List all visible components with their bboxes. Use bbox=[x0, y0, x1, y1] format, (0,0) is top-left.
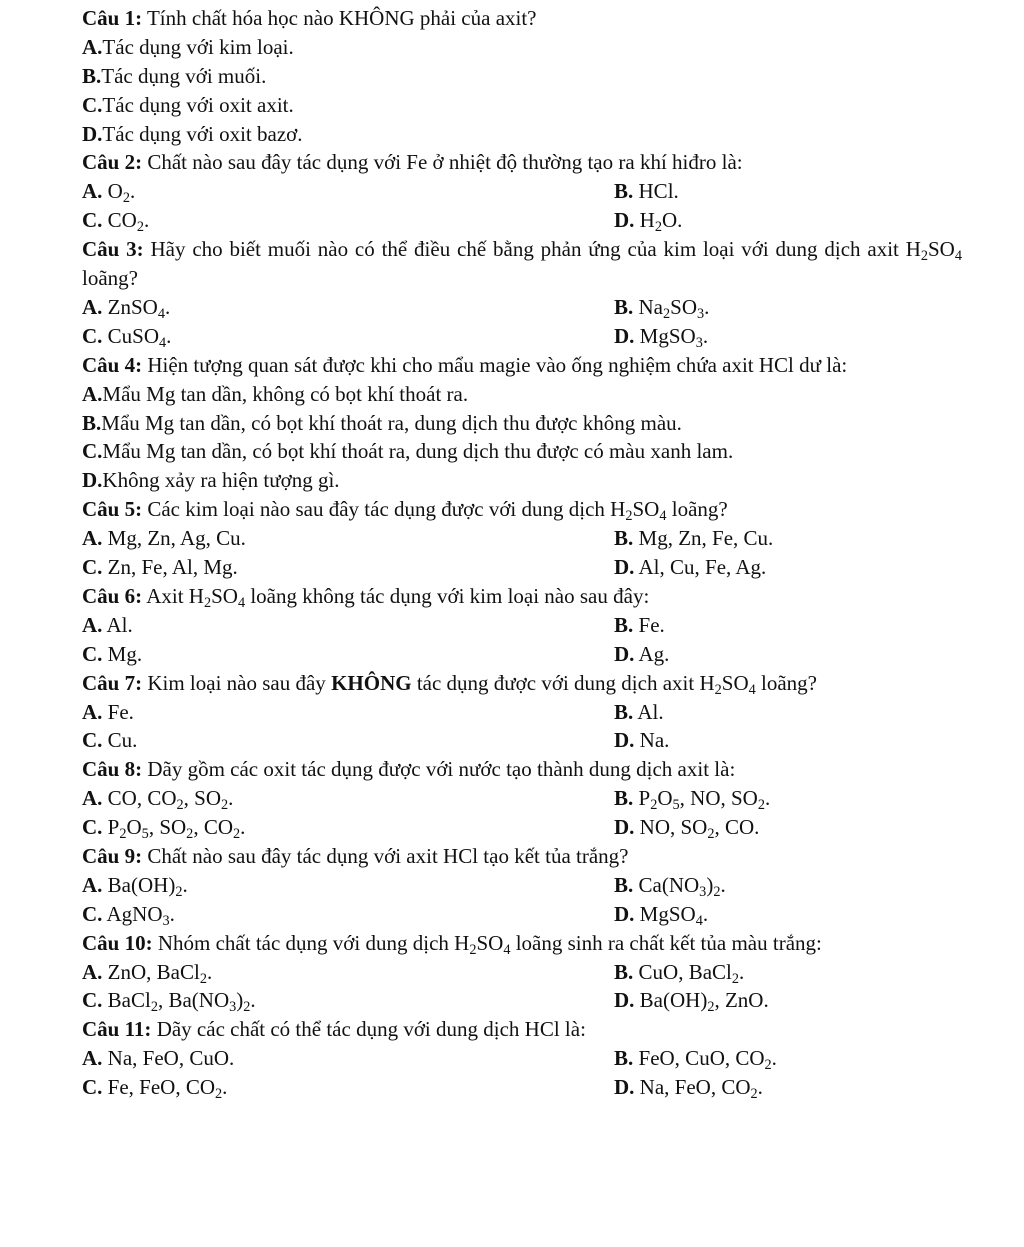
question-block bbox=[82, 582, 962, 669]
option-row bbox=[82, 33, 962, 62]
option-letter: C. bbox=[82, 439, 103, 464]
answer-option[interactable] bbox=[82, 784, 614, 813]
question-block bbox=[82, 351, 962, 495]
option-text: FeO, CuO, $CO_2$. bbox=[638, 1046, 777, 1074]
answer-option[interactable] bbox=[82, 524, 614, 553]
question-text bbox=[82, 235, 962, 293]
question-block bbox=[82, 842, 962, 929]
option-text: $H_2O$. bbox=[639, 208, 683, 236]
answer-option[interactable] bbox=[82, 206, 614, 235]
question-text bbox=[82, 495, 962, 524]
option-row bbox=[82, 726, 962, 755]
answer-option[interactable] bbox=[614, 698, 664, 727]
option-row bbox=[82, 640, 962, 669]
option-letter: D. bbox=[614, 901, 635, 926]
answer-option[interactable] bbox=[614, 206, 682, 235]
answer-option[interactable] bbox=[614, 611, 665, 640]
answer-option[interactable] bbox=[614, 871, 726, 900]
option-letter: C. bbox=[82, 988, 103, 1013]
question-label: Câu 10: bbox=[82, 930, 153, 955]
answer-option[interactable] bbox=[614, 986, 769, 1015]
option-text: Fe. bbox=[638, 612, 665, 637]
answer-option[interactable] bbox=[614, 1044, 777, 1073]
option-text: Mg, Zn, Ag, Cu. bbox=[107, 526, 246, 551]
option-row bbox=[82, 553, 962, 582]
option-letter: A. bbox=[82, 612, 103, 637]
answer-option[interactable] bbox=[614, 784, 770, 813]
option-text: $Ca(NO_3)_2$. bbox=[638, 872, 726, 900]
answer-option[interactable] bbox=[82, 62, 962, 91]
option-text: Na, FeO, $CO_2$. bbox=[639, 1075, 763, 1103]
answer-option[interactable] bbox=[82, 437, 962, 466]
answer-option[interactable] bbox=[82, 900, 614, 929]
answer-option[interactable] bbox=[614, 177, 679, 206]
answer-option[interactable] bbox=[614, 1073, 763, 1102]
worksheet bbox=[82, 4, 962, 1102]
answer-option[interactable] bbox=[614, 553, 766, 582]
answer-option[interactable] bbox=[82, 293, 614, 322]
option-text: $Na_2SO_3$. bbox=[638, 294, 710, 322]
option-text: Mẩu Mg tan dần, có bọt khí thoát ra, dung dịch thu được không màu. bbox=[101, 410, 682, 435]
option-letter: C. bbox=[82, 901, 103, 926]
question-label: Câu 11: bbox=[82, 1017, 152, 1042]
option-text: $P_2O_5$, NO, $SO_2$. bbox=[638, 786, 771, 814]
option-letter: C. bbox=[82, 1075, 103, 1100]
option-text: Tác dụng với oxit bazơ. bbox=[102, 121, 303, 146]
option-row bbox=[82, 62, 962, 91]
answer-option[interactable] bbox=[82, 986, 614, 1015]
option-text: ZnSO$_4$. bbox=[107, 294, 171, 322]
option-letter: B. bbox=[614, 959, 634, 984]
question-text bbox=[82, 582, 962, 611]
option-letter: B. bbox=[614, 786, 634, 811]
option-row bbox=[82, 986, 962, 1015]
option-text: AgNO$_3$. bbox=[106, 901, 175, 929]
option-letter: B. bbox=[614, 294, 634, 319]
option-row bbox=[82, 900, 962, 929]
option-text: $P_2O_5$, $SO_2$, $CO_2$. bbox=[107, 815, 246, 843]
option-letter: C. bbox=[82, 641, 103, 666]
question-text bbox=[82, 148, 962, 177]
answer-option[interactable] bbox=[82, 33, 962, 62]
question-label: Câu 9: bbox=[82, 843, 143, 868]
option-row bbox=[82, 91, 962, 120]
question-block bbox=[82, 495, 962, 582]
option-row bbox=[82, 466, 962, 495]
option-row bbox=[82, 120, 962, 149]
option-text: BaCl$_2$, $Ba(NO_3)_2$. bbox=[107, 988, 256, 1016]
question-label: Câu 7: bbox=[82, 670, 143, 695]
option-row bbox=[82, 698, 962, 727]
question-label: Câu 2: bbox=[82, 150, 143, 175]
option-letter: A. bbox=[82, 872, 103, 897]
answer-option[interactable] bbox=[614, 640, 669, 669]
question-text bbox=[82, 1015, 962, 1044]
option-row bbox=[82, 206, 962, 235]
option-letter: D. bbox=[614, 323, 635, 348]
option-text: MgSO$_4$. bbox=[639, 901, 709, 929]
option-text: Na, FeO, CuO. bbox=[107, 1046, 235, 1071]
option-letter: B. bbox=[614, 179, 634, 204]
question-block bbox=[82, 1015, 962, 1102]
answer-option[interactable] bbox=[82, 409, 962, 438]
option-text: CO, $CO_2$, $SO_2$. bbox=[107, 786, 234, 814]
question-label: Câu 4: bbox=[82, 352, 143, 377]
option-text: $Ba(OH)_2$, ZnO. bbox=[639, 988, 769, 1016]
question-label: Câu 8: bbox=[82, 757, 143, 782]
option-letter: C. bbox=[82, 208, 103, 233]
option-text: $CO_2$. bbox=[107, 208, 150, 236]
answer-option[interactable] bbox=[82, 726, 614, 755]
option-text: Al. bbox=[637, 699, 664, 724]
option-row bbox=[82, 409, 962, 438]
option-letter: C. bbox=[82, 728, 103, 753]
option-row bbox=[82, 322, 962, 351]
option-text: CuO, BaCl$_2$. bbox=[638, 959, 745, 987]
answer-option[interactable] bbox=[82, 120, 962, 149]
option-letter: C. bbox=[82, 323, 103, 348]
option-text: Mẩu Mg tan dần, có bọt khí thoát ra, dung dịch thu được có màu xanh lam. bbox=[102, 439, 734, 464]
option-letter: A. bbox=[82, 381, 103, 406]
answer-option[interactable] bbox=[82, 466, 962, 495]
answer-option[interactable] bbox=[82, 871, 614, 900]
answer-option[interactable] bbox=[82, 1044, 614, 1073]
answer-option[interactable] bbox=[614, 726, 669, 755]
question-body: Hiện tượng quan sát được khi cho mẩu magie vào ống nghiệm chứa axit HCl dư là: bbox=[147, 352, 848, 377]
question-label: Câu 5: bbox=[82, 497, 143, 522]
option-letter: B. bbox=[614, 612, 634, 637]
option-text: Cu. bbox=[107, 728, 138, 753]
question-body: Các kim loại nào sau đây tác dụng được với dung dịch $H_2SO_4$ loãng? bbox=[147, 497, 728, 525]
option-text: MgSO$_3$. bbox=[639, 323, 709, 351]
question-block bbox=[82, 235, 962, 351]
option-row bbox=[82, 611, 962, 640]
question-body: Dãy gồm các oxit tác dụng được với nước tạo thành dung dịch axit là: bbox=[147, 757, 736, 782]
option-text: Mg. bbox=[107, 641, 143, 666]
question-block bbox=[82, 148, 962, 235]
option-text: Zn, Fe, Al, Mg. bbox=[107, 555, 238, 580]
option-text: HCl. bbox=[638, 179, 679, 204]
option-letter: A. bbox=[82, 959, 103, 984]
question-body: Nhóm chất tác dụng với dung dịch $H_2SO_4$ loãng sinh ra chất kết tủa màu trắng: bbox=[157, 930, 822, 958]
option-letter: D. bbox=[614, 641, 635, 666]
option-row bbox=[82, 784, 962, 813]
option-row bbox=[82, 380, 962, 409]
answer-option[interactable] bbox=[614, 322, 708, 351]
answer-option[interactable] bbox=[82, 1073, 614, 1102]
option-text: Mẩu Mg tan dần, không có bọt khí thoát ra. bbox=[102, 381, 469, 406]
option-letter: A. bbox=[82, 1046, 103, 1071]
option-letter: D. bbox=[614, 728, 635, 753]
option-text: Al, Cu, Fe, Ag. bbox=[638, 555, 767, 580]
option-text: $O_2$. bbox=[107, 179, 136, 207]
question-body: Dãy các chất có thể tác dụng với dung dịch HCl là: bbox=[156, 1017, 586, 1042]
option-letter: D. bbox=[614, 1075, 635, 1100]
answer-option[interactable] bbox=[82, 380, 962, 409]
answer-option[interactable] bbox=[82, 322, 614, 351]
answer-option[interactable] bbox=[614, 524, 773, 553]
option-row bbox=[82, 871, 962, 900]
option-letter: A. bbox=[82, 294, 103, 319]
option-row bbox=[82, 958, 962, 987]
option-text: Không xảy ra hiện tượng gì. bbox=[102, 468, 340, 493]
question-label: Câu 6: bbox=[82, 583, 143, 608]
option-letter: D. bbox=[82, 121, 103, 146]
answer-option[interactable] bbox=[82, 698, 614, 727]
option-row bbox=[82, 293, 962, 322]
option-row bbox=[82, 437, 962, 466]
option-letter: D. bbox=[82, 468, 103, 493]
question-body: Kim loại nào sau đây KHÔNG tác dụng được với dung dịch axit $H_2SO_4$ loãng? bbox=[147, 670, 817, 698]
option-text: $Ba(OH)_2$. bbox=[107, 872, 188, 900]
option-row bbox=[82, 1044, 962, 1073]
option-text: Tác dụng với kim loại. bbox=[102, 34, 294, 59]
option-row bbox=[82, 813, 962, 842]
question-label: Câu 1: bbox=[82, 6, 143, 30]
option-letter: B. bbox=[614, 526, 634, 551]
option-letter: C. bbox=[82, 555, 103, 580]
option-letter: A. bbox=[82, 34, 103, 59]
option-letter: B. bbox=[82, 63, 102, 88]
answer-option[interactable] bbox=[82, 611, 614, 640]
option-text: Tác dụng với muối. bbox=[101, 63, 267, 88]
question-text bbox=[82, 842, 962, 871]
option-letter: D. bbox=[614, 815, 635, 840]
question-text bbox=[82, 351, 962, 380]
question-block bbox=[82, 669, 962, 756]
answer-option[interactable] bbox=[614, 900, 708, 929]
question-body: Axit $H_2SO_4$ loãng không tác dụng với kim loại nào sau đây: bbox=[146, 583, 650, 611]
question-body: Chất nào sau đây tác dụng với Fe ở nhiệt độ thường tạo ra khí hiđro là: bbox=[147, 150, 743, 175]
option-text: Na. bbox=[639, 728, 670, 753]
question-block bbox=[82, 4, 962, 148]
option-letter: B. bbox=[614, 872, 634, 897]
answer-option[interactable] bbox=[82, 91, 962, 120]
option-letter: D. bbox=[614, 555, 635, 580]
option-letter: D. bbox=[614, 988, 635, 1013]
option-letter: A. bbox=[82, 526, 103, 551]
option-text: Fe, FeO, $CO_2$. bbox=[107, 1075, 228, 1103]
answer-option[interactable] bbox=[82, 813, 614, 842]
option-letter: C. bbox=[82, 92, 103, 117]
answer-option[interactable] bbox=[614, 813, 759, 842]
option-letter: B. bbox=[82, 410, 102, 435]
option-row bbox=[82, 524, 962, 553]
answer-option[interactable] bbox=[82, 640, 614, 669]
option-letter: A. bbox=[82, 786, 103, 811]
option-text: Mg, Zn, Fe, Cu. bbox=[638, 526, 774, 551]
option-text: ZnO, BaCl$_2$. bbox=[107, 959, 213, 987]
option-row bbox=[82, 177, 962, 206]
question-text bbox=[82, 669, 962, 698]
option-text: Fe. bbox=[107, 699, 134, 724]
option-text: Ag. bbox=[638, 641, 670, 666]
option-letter: D. bbox=[614, 208, 635, 233]
question-body: Tính chất hóa học nào KHÔNG phải của axit? bbox=[146, 6, 537, 30]
option-text: Al. bbox=[106, 612, 133, 637]
answer-option[interactable] bbox=[82, 177, 614, 206]
question-body: Chất nào sau đây tác dụng với axit HCl tạo kết tủa trắng? bbox=[147, 843, 629, 868]
question-block bbox=[82, 755, 962, 842]
answer-option[interactable] bbox=[614, 293, 709, 322]
question-block bbox=[82, 929, 962, 1016]
question-text bbox=[82, 929, 962, 958]
question-label: Câu 3: bbox=[82, 237, 144, 262]
option-text: CuSO$_4$. bbox=[107, 323, 172, 351]
option-row bbox=[82, 1073, 962, 1102]
option-letter: C. bbox=[82, 815, 103, 840]
option-letter: A. bbox=[82, 179, 103, 204]
option-text: NO, $SO_2$, CO. bbox=[639, 815, 760, 843]
option-letter: B. bbox=[614, 699, 634, 724]
answer-option[interactable] bbox=[82, 553, 614, 582]
question-text bbox=[82, 755, 962, 784]
question-text bbox=[82, 4, 962, 33]
option-text: Tác dụng với oxit axit. bbox=[102, 92, 294, 117]
answer-option[interactable] bbox=[82, 958, 614, 987]
answer-option[interactable] bbox=[614, 958, 744, 987]
question-body: Hãy cho biết muối nào có thể điều chế bằng phản ứng của kim loại với dung dịch axit $H_2SO_4$ loãng? bbox=[82, 237, 962, 291]
option-letter: B. bbox=[614, 1046, 634, 1071]
option-letter: A. bbox=[82, 699, 103, 724]
